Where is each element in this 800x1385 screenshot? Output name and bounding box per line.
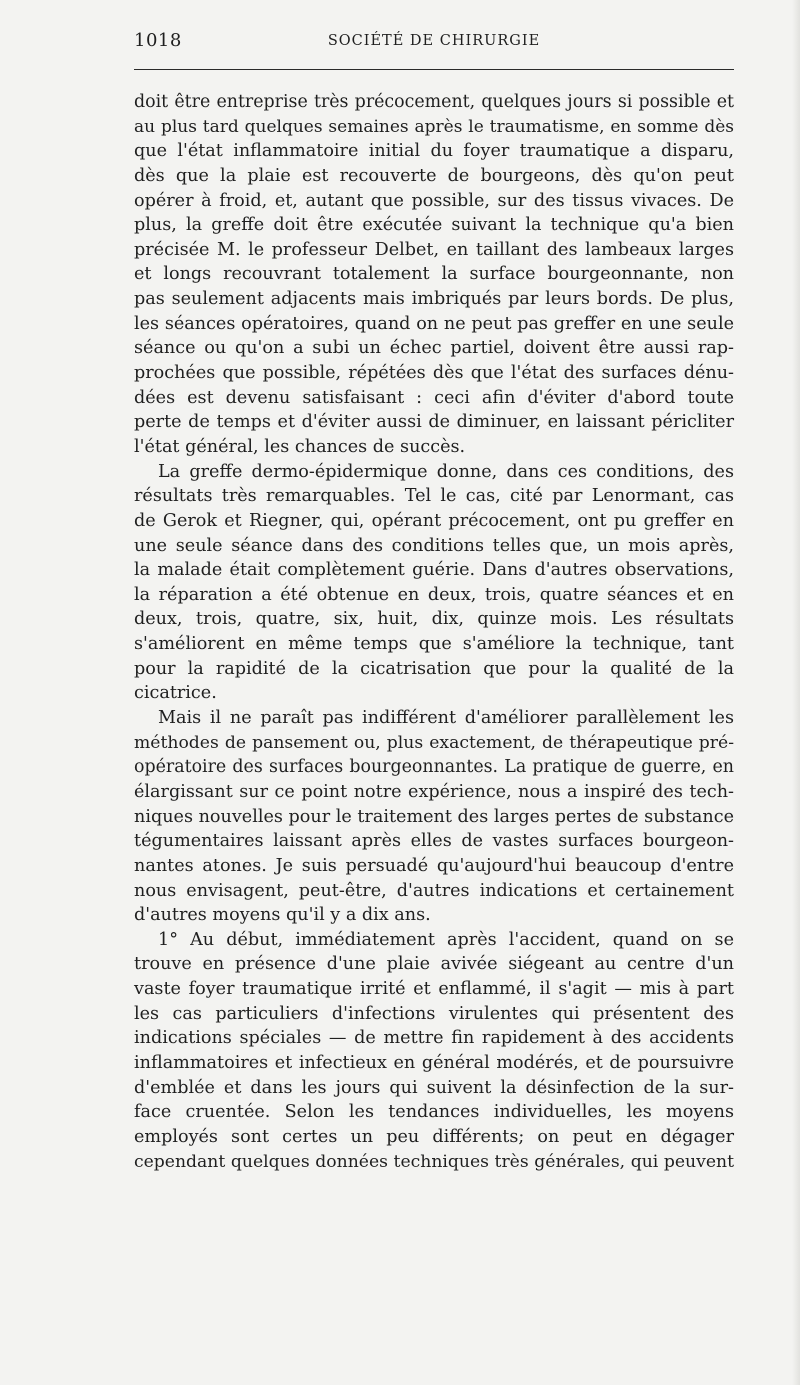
text-line: tégumentaires laissant après elles de vastes surfaces bourgeon- [134,831,734,852]
page-number: 1018 [134,30,182,51]
running-head: SOCIÉTÉ DE CHIRURGIE [327,33,541,49]
text-line: l'état général, les chances de succès. [134,436,466,457]
text-line: cependant quelques données techniques très générales, qui peuvent [134,1151,734,1172]
text-line: résultats très remarquables. Tel le cas, cité par Lenormant, cas [134,486,734,507]
text-line: les séances opératoires, quand on ne peut pas greffer en une seule [134,313,734,334]
text-line: opérer à froid, et, autant que possible, sur des tissus vivaces. De [134,190,734,211]
text-line: les cas particuliers d'infections virulentes qui présentent des [134,1003,734,1024]
text-line: trouve en présence d'une plaie avivée siégeant au centre d'un [134,954,734,975]
text-line: indications spéciales — de mettre fin rapidement à des accidents [134,1028,734,1049]
header-rule [134,69,734,70]
text-line: que l'état inflammatoire initial du foyer traumatique a disparu, [134,141,734,162]
text-line: nous envisagent, peut-être, d'autres indications et certainement [134,880,734,901]
text-line: vaste foyer traumatique irrité et enflammé, il s'agit — mis à part [134,979,734,1000]
text-line: précisée M. le professeur Delbet, en taillant des lambeaux larges [134,239,734,260]
text-line: la réparation a été obtenue en deux, trois, quatre séances et en [134,584,734,605]
text-line: nantes atones. Je suis persuadé qu'aujourd'hui beaucoup d'entre [134,855,734,876]
text-line: opératoire des surfaces bourgeonnantes. La pratique de guerre, en [134,757,734,778]
text-line: une seule séance dans des conditions telles que, un mois après, [134,535,734,556]
body-text [134,90,734,1174]
text-line: face cruentée. Selon les tendances individuelles, les moyens [134,1102,734,1123]
text-line: s'améliorent en même temps que s'améliore la technique, tant [134,634,734,655]
text-line: pas seulement adjacents mais imbriqués par leurs bords. De plus, [134,289,734,310]
text-line: de Gerok et Riegner, qui, opérant précocement, ont pu greffer en [134,510,734,531]
text-line: séance ou qu'on a subi un échec partiel, doivent être aussi rap- [134,338,734,359]
text-line: perte de temps et d'éviter aussi de diminuer, en laissant péricliter [134,412,734,433]
text-line: Mais il ne paraît pas indifférent d'améliorer parallèlement les [158,708,734,729]
page-edge-shadow [792,0,800,1385]
text-line: employés sont certes un peu différents; on peut en dégager [134,1126,734,1147]
text-line: deux, trois, quatre, six, huit, dix, quinze mois. Les résultats [134,609,734,630]
page-header [134,30,734,58]
text-line: pour la rapidité de la cicatrisation que pour la qualité de la [134,658,734,679]
text-line: et longs recouvrant totalement la surface bourgeonnante, non [134,264,734,285]
text-line: élargissant sur ce point notre expérience, nous a inspiré des tech- [134,781,734,802]
text-line: d'emblée et dans les jours qui suivent la désinfection de la sur- [134,1077,734,1098]
text-line: plus, la greffe doit être exécutée suivant la technique qu'a bien [134,215,734,236]
text-line: prochées que possible, répétées dès que l'état des surfaces dénu- [134,363,734,384]
text-line: au plus tard quelques semaines après le traumatisme, en somme dès [134,116,734,137]
text-line: d'autres moyens qu'il y a dix ans. [134,905,431,926]
text-line: dès que la plaie est recouverte de bourgeons, dès qu'on peut [134,165,734,186]
text-line: méthodes de pansement ou, plus exactement, de thérapeutique pré- [134,732,734,753]
text-line: 1° Au début, immédiatement après l'accident, quand on se [158,929,734,950]
text-line: La greffe dermo-épidermique donne, dans ces conditions, des [158,461,734,482]
text-line: inflammatoires et infectieux en général modérés, et de poursuivre [134,1052,734,1073]
text-line: la malade était complètement guérie. Dans d'autres observations, [134,560,734,581]
text-line: doit être entreprise très précocement, quelques jours si possible et [134,92,734,112]
text-line: cicatrice. [134,683,217,704]
text-line: niques nouvelles pour le traitement des larges pertes de substance [134,806,734,827]
text-line: dées est devenu satisfaisant : ceci afin d'éviter d'abord toute [134,387,734,408]
